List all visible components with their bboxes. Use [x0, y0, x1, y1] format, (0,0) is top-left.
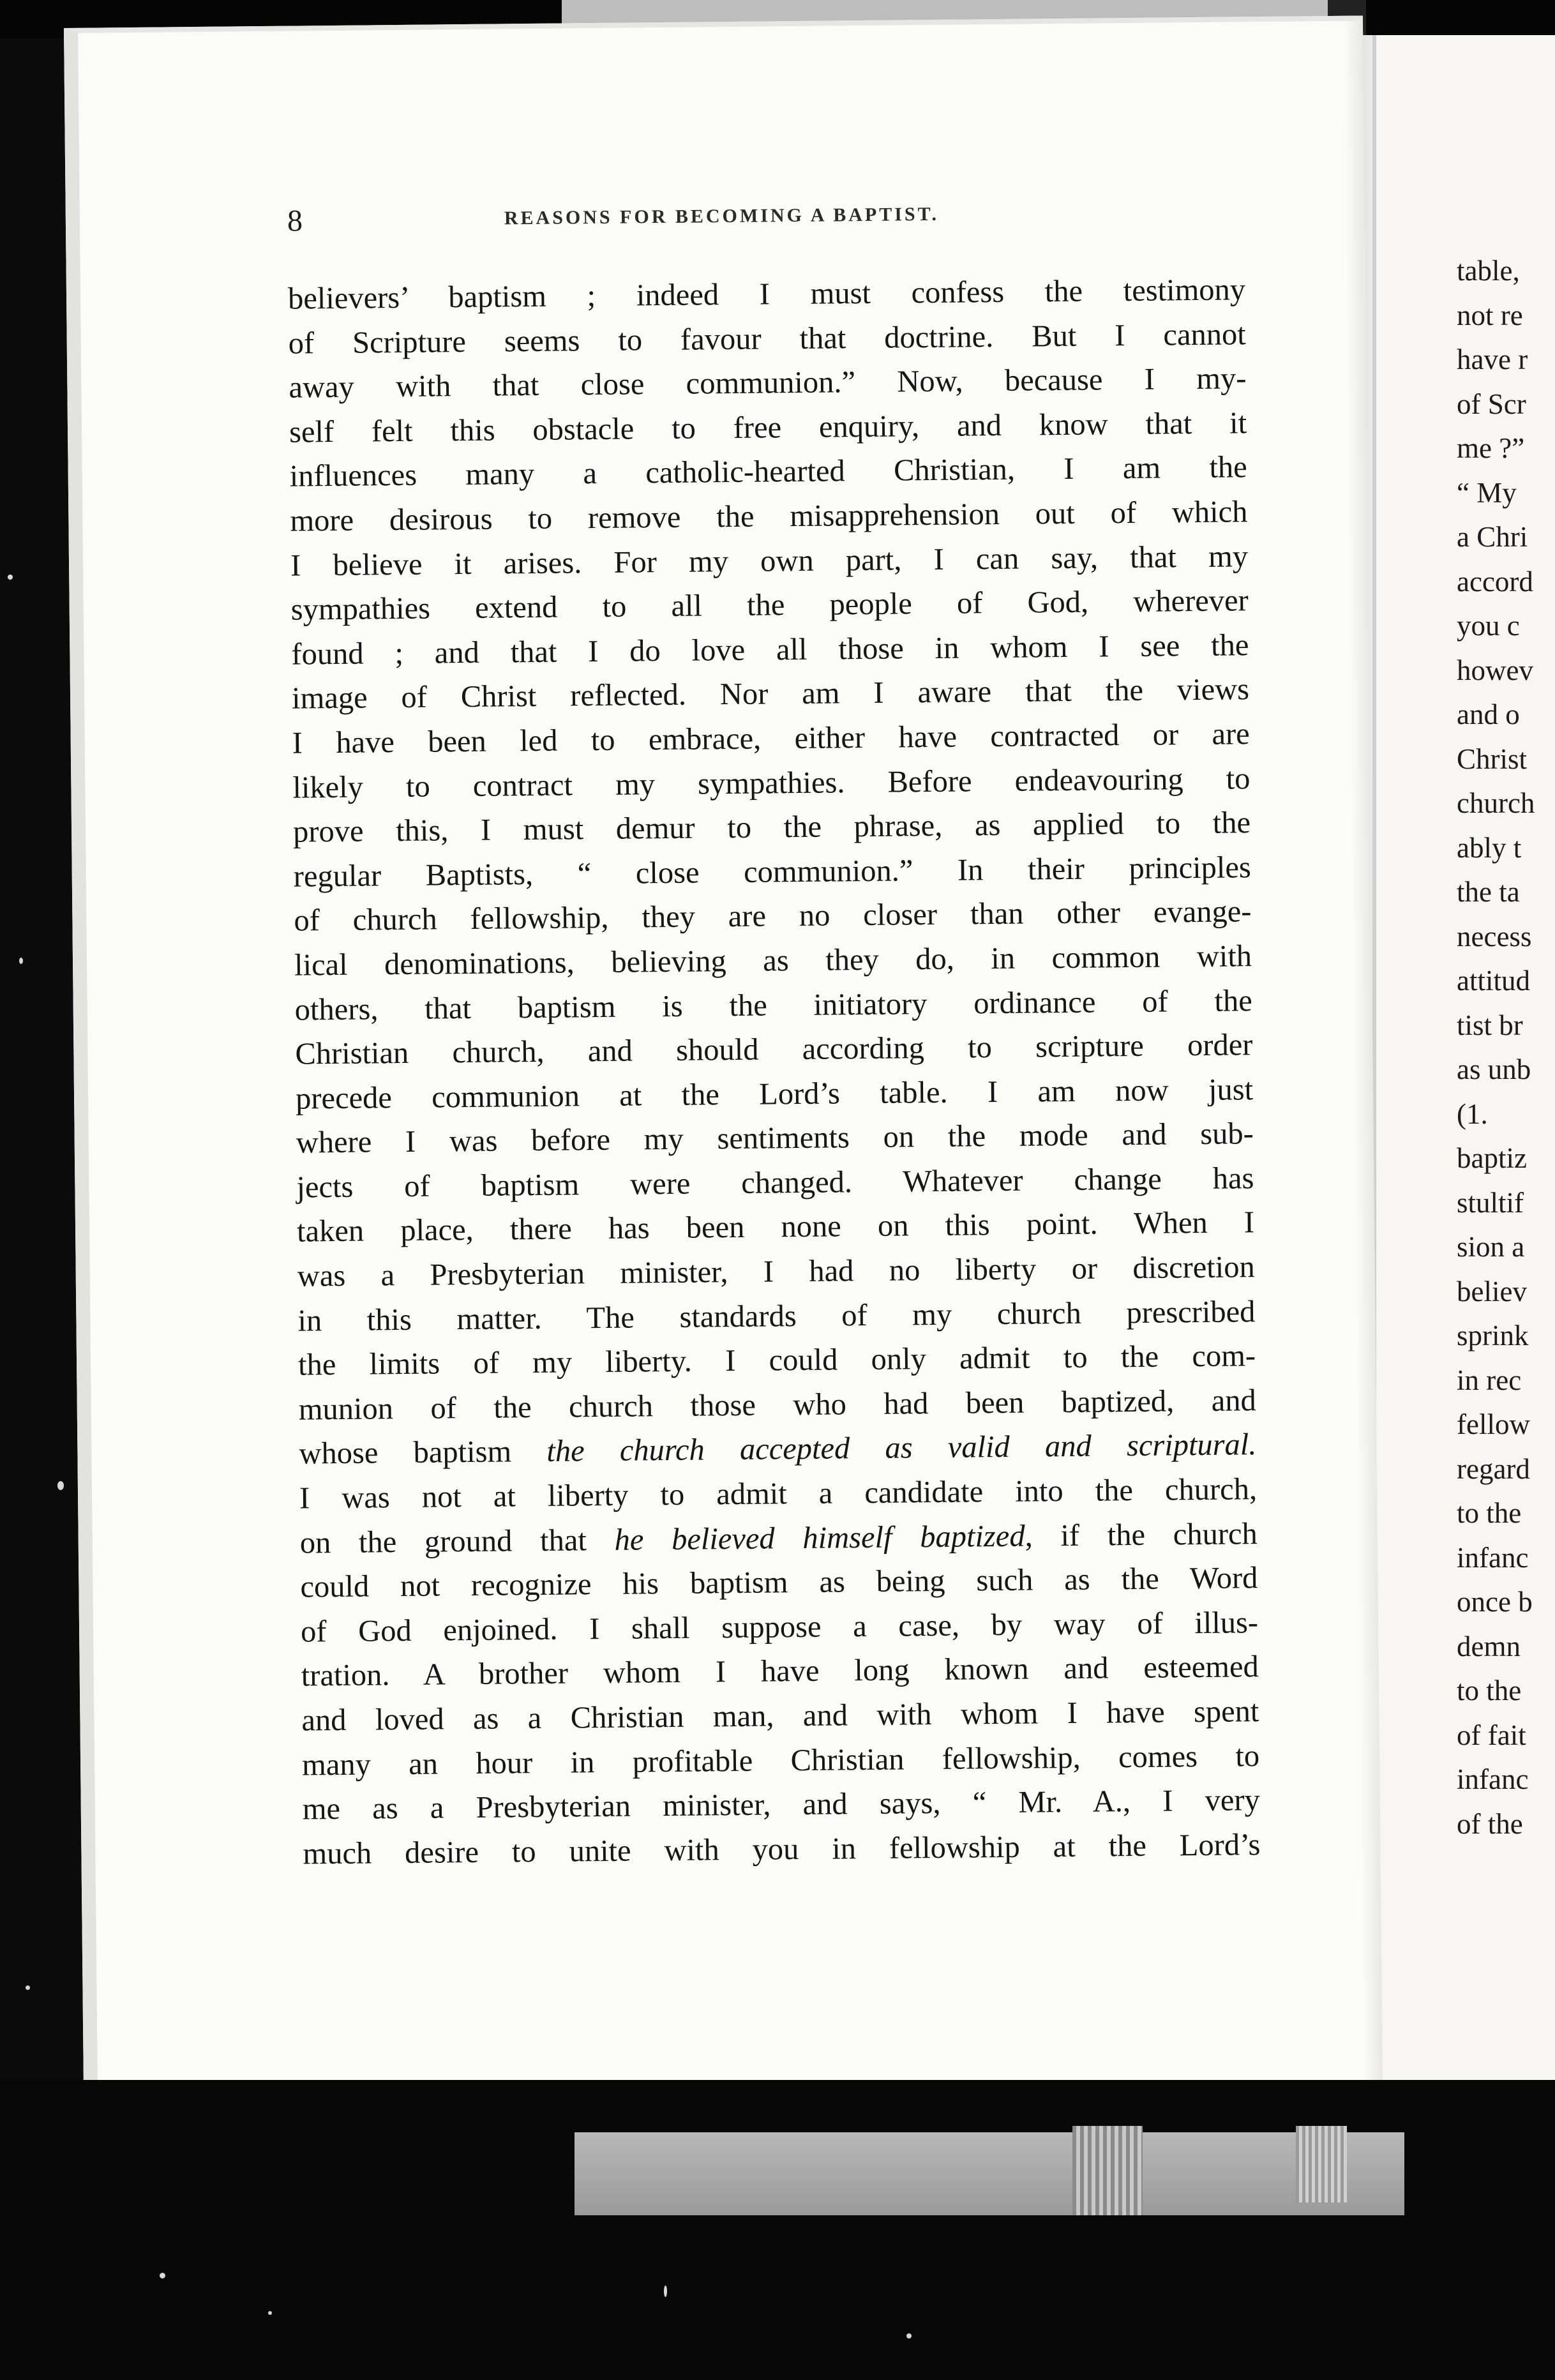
- text-line: away with that close communion.” Now, because I my-: [289, 361, 1247, 405]
- facing-page-line: howev: [1457, 654, 1533, 686]
- facing-page-line: you c: [1457, 610, 1520, 642]
- text-line: lical denominations, believing as they do, in common with: [294, 939, 1252, 983]
- text-line: more desirous to remove the misapprehension out of which: [290, 495, 1248, 538]
- facing-page-line: infanc: [1457, 1541, 1529, 1574]
- text-line: image of Christ reflected. Nor am I aware that the views: [291, 672, 1250, 716]
- text-line: me as a Presbyterian minister, and says, “ Mr. A., I very: [302, 1783, 1260, 1826]
- text-line: prove this, I must demur to the phrase, as applied to the: [292, 806, 1251, 849]
- dark-bottom-margin: [0, 2080, 1555, 2380]
- facing-page-line: a Chri: [1457, 521, 1528, 553]
- book-edge-bottom-stripe: [1296, 2126, 1347, 2203]
- facing-page-line: table,: [1457, 255, 1520, 287]
- text-line: taken place, there has been none on this point. When I: [296, 1205, 1255, 1249]
- facing-page-line: attitud: [1457, 965, 1530, 997]
- dust-speck: [8, 575, 13, 580]
- facing-page-line: stultif: [1457, 1186, 1524, 1219]
- text-line: sympathies extend to all the people of God, wherever: [290, 584, 1249, 627]
- left-page: [64, 15, 1383, 2128]
- facing-page-line: accord: [1457, 565, 1533, 598]
- dust-speck: [57, 1481, 64, 1490]
- text-line: on the ground that he believed himself baptized, if the church: [299, 1516, 1258, 1560]
- text-line: in this matter. The standards of my church prescribed: [297, 1294, 1256, 1338]
- facing-page-line: church: [1457, 787, 1535, 819]
- dust-speck: [26, 1985, 30, 1990]
- facing-page-line: as unb: [1457, 1053, 1531, 1085]
- dust-speck: [268, 2311, 272, 2315]
- text-line: Christian church, and should according to scripture order: [295, 1028, 1253, 1071]
- text-line: precede communion at the Lord’s table. I am now just: [295, 1072, 1254, 1116]
- facing-page-line: the ta: [1457, 876, 1520, 908]
- facing-page-line: of fait: [1457, 1719, 1526, 1751]
- facing-page-line: “ My: [1457, 476, 1517, 509]
- facing-page-line: regard: [1457, 1452, 1530, 1485]
- text-line: tration. A brother whom I have long known and esteemed: [301, 1650, 1259, 1693]
- page-header: [287, 195, 1220, 242]
- text-line: I believe it arises. For my own part, I can say, that my: [290, 539, 1249, 583]
- book-edge-bottom-stripe: [1072, 2126, 1143, 2215]
- dust-speck: [19, 958, 23, 964]
- facing-page-line: demn: [1457, 1630, 1521, 1662]
- facing-page-text: [1457, 249, 1555, 1846]
- text-line: of church fellowship, they are no closer than other evange-: [294, 894, 1252, 938]
- text-line: I have been led to embrace, either have contracted or are: [292, 717, 1250, 760]
- facing-page-line: me ?”: [1457, 432, 1525, 464]
- facing-page-line: in rec: [1457, 1364, 1522, 1396]
- facing-page-line: baptiz: [1457, 1142, 1527, 1174]
- text-line: self felt this obstacle to free enquiry, and know that it: [289, 406, 1247, 449]
- text-line: where I was before my sentiments on the mode and sub-: [296, 1117, 1254, 1160]
- body-text: [288, 267, 1261, 1876]
- text-line: of God enjoined. I shall suppose a case, by way of illus-: [300, 1605, 1259, 1649]
- facing-page-line: once b: [1457, 1586, 1533, 1618]
- text-line: and loved as a Christian man, and with whom I have spent: [301, 1694, 1259, 1738]
- facing-page-line: infanc: [1457, 1763, 1529, 1795]
- text-line: others, that baptism is the initiatory ordinance of the: [294, 983, 1252, 1027]
- facing-page-line: to the: [1457, 1675, 1522, 1706]
- facing-page-line: fellow: [1457, 1408, 1530, 1440]
- facing-page-line: necess: [1457, 920, 1532, 953]
- facing-page-line: not re: [1457, 299, 1523, 331]
- facing-page-line: tist br: [1457, 1009, 1523, 1041]
- dust-speck: [906, 2333, 912, 2339]
- text-line: much desire to unite with you in fellowship at the Lord’s: [303, 1827, 1261, 1871]
- facing-page-line: Christ: [1457, 742, 1528, 775]
- italic-phrase: the church accepted as valid and scriptural.: [546, 1427, 1257, 1469]
- text-line: believers’ baptism ; indeed I must confess the testimony: [287, 273, 1246, 316]
- text-line: many an hour in profitable Christian fellowship, comes to: [301, 1738, 1260, 1782]
- facing-page-line: of the: [1457, 1807, 1523, 1840]
- facing-page-line: ably t: [1457, 831, 1522, 864]
- text-line: whose baptism the church accepted as valid and scriptural.: [299, 1427, 1257, 1472]
- text-line: jects of baptism were changed. Whatever change has: [296, 1161, 1254, 1205]
- running-head: REASONS FOR BECOMING A BAPTIST.: [504, 203, 940, 229]
- text-line: the limits of my liberty. I could only admit to the com-: [297, 1339, 1256, 1382]
- text-line: influences many a catholic-hearted Christian, I am the: [289, 450, 1247, 494]
- dust-speck: [160, 2273, 165, 2278]
- facing-page-line: of Scr: [1457, 388, 1526, 420]
- text-line: found ; and that I do love all those in whom I see the: [291, 628, 1249, 672]
- text-line: could not recognize his baptism as being such as the Word: [300, 1561, 1258, 1604]
- book-edge-bottom: [575, 2132, 1404, 2215]
- facing-page-line: to the: [1457, 1497, 1522, 1529]
- text-line: likely to contract my sympathies. Before endeavouring to: [292, 761, 1251, 805]
- italic-phrase: he believed himself baptized: [614, 1519, 1025, 1557]
- text-line: was a Presbyterian minister, I had no liberty or discretion: [297, 1250, 1255, 1293]
- facing-page-line: have r: [1457, 343, 1528, 375]
- text-line: regular Baptists, “ close communion.” In their principles: [293, 850, 1251, 894]
- text-line: of Scripture seems to favour that doctrine. But I cannot: [288, 317, 1246, 361]
- facing-page-line: (1.: [1457, 1097, 1488, 1130]
- text-line: munion of the church those who had been baptized, and: [298, 1383, 1256, 1427]
- text-line: I was not at liberty to admit a candidate into the church,: [299, 1472, 1258, 1516]
- facing-page-line: sion a: [1457, 1231, 1525, 1263]
- dust-speck: [664, 2286, 667, 2297]
- facing-page-line: believ: [1457, 1275, 1527, 1307]
- page-number: 8: [287, 204, 303, 238]
- facing-page-line: and o: [1457, 698, 1520, 730]
- facing-page-line: sprink: [1457, 1320, 1529, 1352]
